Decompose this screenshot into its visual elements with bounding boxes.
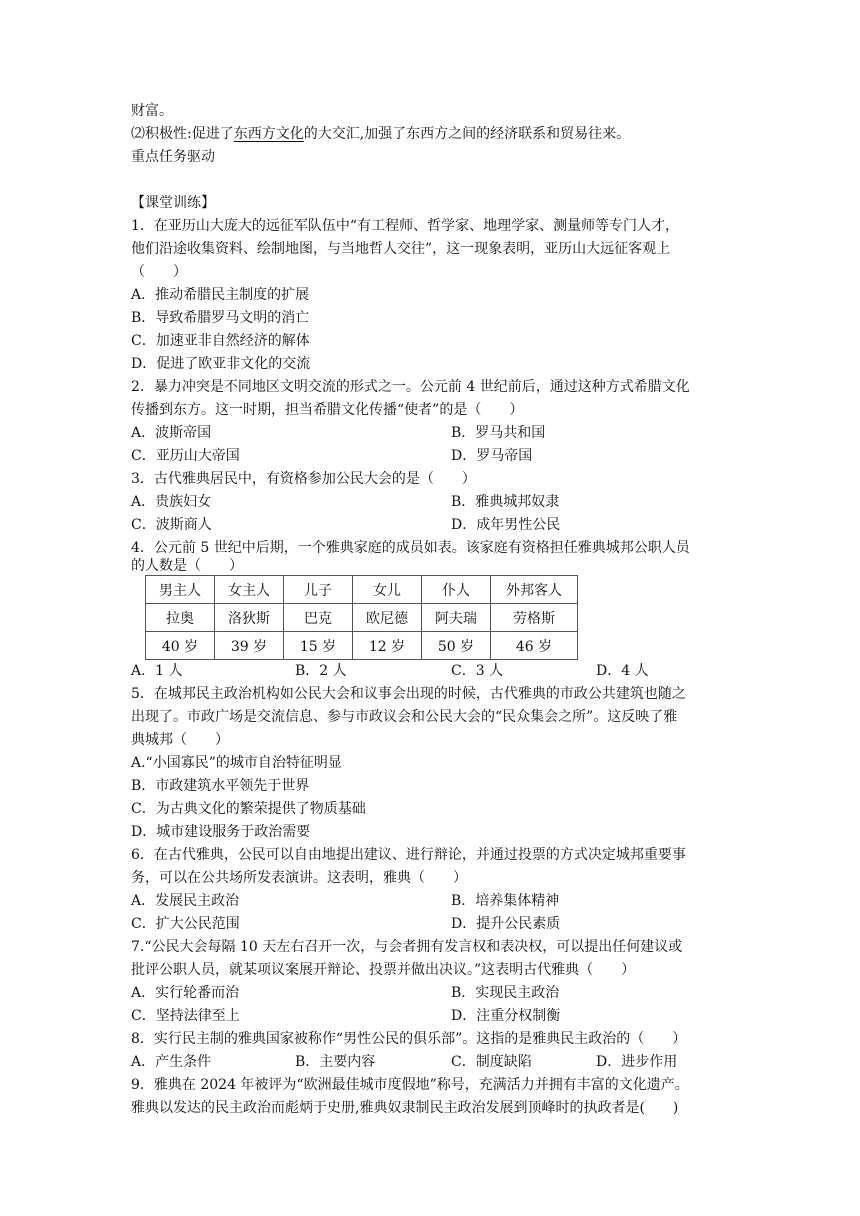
q4-option-c: C．3 人 (451, 663, 504, 679)
q3-option-d: D．成年男性公民 (451, 517, 561, 533)
q1-option-c: C．加速亚非自然经济的解体 (131, 333, 310, 349)
q6-option-c: C．扩大公民范围 (131, 916, 240, 932)
table-cell: 阿夫瑞 (422, 604, 491, 632)
table-cell: 女主人 (215, 576, 284, 604)
q6-option-a: A．发展民主政治 (131, 893, 240, 909)
q6-options-row-1 (131, 891, 731, 911)
q2-option-a: A．波斯帝国 (131, 425, 212, 441)
table-cell: 46 岁 (491, 632, 578, 660)
q1-option-a: A．推动希腊民主制度的扩展 (131, 287, 310, 303)
q2-stem-2: 传播到东方。这一时期，担当希腊文化传播“使者”的是（ ） (131, 402, 524, 418)
table-cell: 巴克 (284, 604, 353, 632)
table-cell: 12 岁 (353, 632, 422, 660)
q2-option-b: B．罗马共和国 (451, 425, 546, 441)
q4-option-b: B．2 人 (295, 663, 347, 679)
q6-option-d: D．提升公民素质 (451, 916, 561, 932)
underlined-term: 东西方文化 (233, 126, 304, 142)
q8-options-row (131, 1052, 731, 1072)
q5-option-c: C．为古典文化的繁荣提供了物质基础 (131, 801, 366, 817)
q6-option-b: B．培养集体精神 (451, 893, 560, 909)
intro-line-1: 财富。 (131, 103, 173, 119)
table-cell: 女儿 (353, 576, 422, 604)
q5-stem-2: 出现了。市政广场是交流信息、参与市政议会和公民大会的“民众集会之所”。这反映了雅 (131, 709, 678, 725)
q5-option-a: A.“小国寡民”的城市自治特征明显 (131, 755, 342, 771)
q7-option-a: A．实行轮番而治 (131, 985, 240, 1001)
table-cell: 50 岁 (422, 632, 491, 660)
q5-option-b: B．市政建筑水平领先于世界 (131, 778, 310, 794)
q1-option-b: B．导致希腊罗马文明的消亡 (131, 310, 310, 326)
q9-stem-2: 雅典以发达的民主政治而彪炳于史册,雅典奴隶制民主政治发展到顶峰时的执政者是( ) (131, 1100, 679, 1116)
q3-options-row-2 (131, 515, 731, 535)
q7-stem-2: 批评公职人员，就某项议案展开辩论、投票并做出决议。”这表明古代雅典（ ） (131, 962, 636, 978)
family-table (145, 575, 578, 660)
table-row-roles (146, 576, 578, 604)
q8-option-d: D．进步作用 (596, 1054, 678, 1070)
q3-option-b: B．雅典城邦奴隶 (451, 494, 560, 510)
q7-option-c: C．坚持法律至上 (131, 1008, 240, 1024)
q3-option-c: C．波斯商人 (131, 517, 212, 533)
q1-stem-1: 1．在亚历山大庞大的远征军队伍中“有工程师、哲学家、地理学家、测量师等专门人才， (131, 218, 680, 234)
table-row-ages (146, 632, 578, 660)
q6-stem-1: 6．在古代雅典，公民可以自由地提出建议、进行辩论，并通过投票的方式决定城邦重要事 (131, 847, 686, 863)
table-row-names (146, 604, 578, 632)
intro-line-3: 重点任务驱动 (131, 149, 215, 165)
q8-option-b: B．主要内容 (295, 1054, 376, 1070)
q7-options-row-1 (131, 983, 731, 1003)
intro-line-2-pre: ⑵积极性:促进了 (131, 126, 234, 142)
table-cell: 欧尼德 (353, 604, 422, 632)
q4-options-row (131, 661, 731, 681)
q3-options-row-1 (131, 492, 731, 512)
q5-stem-3: 典城邦（ ） (131, 732, 229, 748)
q9-stem-1: 9．雅典在 2024 年被评为“欧洲最佳城市度假地”称号，充满活力并拥有丰富的文化遗产。 (131, 1077, 689, 1093)
q5-option-d: D．城市建设服务于政治需要 (131, 824, 311, 840)
q4-stem-1: 4．公元前 5 世纪中后期，一个雅典家庭的成员如表。该家庭有资格担任雅典城邦公职人员 (131, 540, 690, 556)
q1-stem-2: 他们沿途收集资料、绘制地图，与当地哲人交往”，这一现象表明，亚历山大远征客观上 (131, 241, 671, 257)
q2-option-d: D．罗马帝国 (451, 448, 533, 464)
q3-option-a: A．贵族妇女 (131, 494, 212, 510)
table-cell: 39 岁 (215, 632, 284, 660)
q7-stem-1: 7.“公民大会每隔 10 天左右召开一次，与会者拥有发言权和表决权，可以提出任何建议或 (131, 939, 683, 955)
q6-options-row-2 (131, 914, 731, 934)
table-cell: 15 岁 (284, 632, 353, 660)
q8-option-c: C．制度缺陷 (451, 1054, 532, 1070)
q2-option-c: C．亚历山大帝国 (131, 448, 240, 464)
q4-option-a: A．1 人 (131, 663, 183, 679)
intro-line-2-post: 的大交汇,加强了东西方之间的经济联系和贸易往来。 (303, 126, 631, 142)
q1-stem-3: （ ） (131, 264, 187, 280)
q7-option-d: D．注重分权制衡 (451, 1008, 561, 1024)
table-cell: 洛狄斯 (215, 604, 284, 632)
q3-stem-1: 3．古代雅典居民中，有资格参加公民大会的是（ ） (131, 471, 476, 487)
table-cell: 劳格斯 (491, 604, 578, 632)
q5-stem-1: 5．在城邦民主政治机构如公民大会和议事会出现的时候，古代雅典的市政公共建筑也随之 (131, 686, 686, 702)
q7-options-row-2 (131, 1006, 731, 1026)
q2-options-row-1 (131, 423, 731, 443)
q2-options-row-2 (131, 446, 731, 466)
table-cell: 仆人 (422, 576, 491, 604)
q7-option-b: B．实现民主政治 (451, 985, 560, 1001)
q2-stem-1: 2．暴力冲突是不同地区文明交流的形式之一。公元前 4 世纪前后，通过这种方式希腊文化 (131, 379, 690, 395)
q6-stem-2: 务，可以在公共场所发表演讲。这表明，雅典（ ） (131, 870, 467, 886)
table-cell: 40 岁 (146, 632, 215, 660)
table-cell: 外邦客人 (491, 576, 578, 604)
q4-stem-2: 的人数是（ ） (131, 558, 243, 574)
section-title: 【课堂训练】 (131, 195, 215, 211)
q8-stem-1: 8．实行民主制的雅典国家被称作“男性公民的俱乐部”。这指的是雅典民主政治的（ ） (131, 1031, 687, 1047)
table-cell: 男主人 (146, 576, 215, 604)
table-cell: 儿子 (284, 576, 353, 604)
q1-option-d: D．促进了欧亚非文化的交流 (131, 356, 311, 372)
q8-option-a: A．产生条件 (131, 1054, 212, 1070)
table-cell: 拉奥 (146, 604, 215, 632)
intro-line-2 (131, 124, 630, 144)
q4-option-d: D．4 人 (596, 663, 649, 679)
